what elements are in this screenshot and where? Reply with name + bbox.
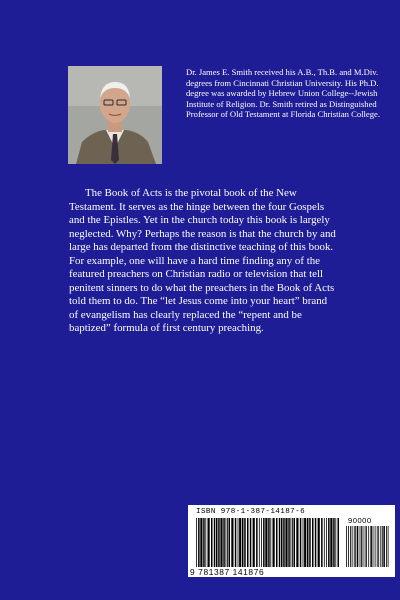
barcode-bar [338, 518, 340, 567]
barcode-bar [383, 526, 385, 567]
addon-barcode-bars [346, 526, 390, 567]
author-portrait-image [68, 66, 162, 164]
barcode-bar [388, 526, 389, 567]
barcode-bar [296, 518, 298, 567]
barcode-bar [220, 518, 222, 567]
barcode-bar [375, 526, 376, 567]
barcode-bar [307, 518, 309, 567]
barcode-bar [208, 518, 210, 567]
barcode-bar [352, 526, 353, 567]
barcode-bar [198, 518, 200, 567]
barcode-bar [270, 518, 271, 567]
barcode-bar [265, 518, 267, 567]
barcode-bar [250, 518, 252, 567]
barcode-bar [315, 518, 317, 567]
barcode-bar [304, 518, 306, 567]
author-photo [68, 66, 162, 164]
barcode-bar [229, 518, 231, 567]
barcode-bar [330, 518, 332, 567]
barcode-bar [261, 518, 262, 567]
barcode-bar [321, 518, 323, 567]
barcode-bar [281, 518, 283, 567]
barcode-bar [211, 518, 213, 567]
barcode-bar [368, 526, 369, 567]
barcode-bar [335, 518, 336, 567]
barcode-bar [203, 518, 205, 567]
barcode-bar [231, 518, 233, 567]
barcode-bar [365, 526, 366, 567]
barcode-bar [291, 518, 292, 567]
barcode-bar [268, 518, 270, 567]
barcode-bar [318, 518, 320, 567]
barcode-bar [354, 526, 355, 567]
barcode-bar [360, 526, 361, 567]
barcode-bar [363, 526, 364, 567]
barcode-bar [324, 518, 325, 567]
barcode-bar [294, 518, 296, 567]
barcode-bar [247, 518, 249, 567]
barcode-bar [223, 518, 225, 567]
barcode-bar [370, 526, 372, 567]
barcode-bar [292, 518, 293, 567]
barcode-bar [373, 526, 374, 567]
barcode-bar [244, 518, 246, 567]
barcode-bar [276, 518, 278, 567]
barcode-bar [348, 526, 349, 567]
barcode-bar [350, 526, 351, 567]
barcode-bar [238, 518, 239, 567]
barcode-bar [357, 526, 359, 567]
book-description: The Book of Acts is the pivotal book of the New Testament. It serves as the hinge between the four Gospels and the Epistles. Yet in the church today this book is largely neglected. Why? Perhaps the reason is that the church by and large has departed from the distinctive teaching of this book. For example, one will have a hard time finding any of the featured preachers on Christian radio or television that tell penitent sinners to do what the preachers in the Book of Acts told them to do. The “let Jesus come into your heart” brand of evangelism has clearly replaced the “repent and be baptized” formula of first century preaching. [69, 187, 336, 334]
ean-digits: 9 781387 141876 [190, 567, 265, 577]
barcode-bar [309, 518, 311, 567]
barcode-bar [216, 518, 218, 567]
barcode-bar [285, 518, 287, 567]
barcode-bar [200, 518, 202, 567]
barcode-bar [196, 518, 197, 567]
barcode-bar [242, 518, 244, 567]
barcode-bar [355, 526, 356, 567]
price-code: 90000 [348, 516, 372, 525]
ean-barcode-bars [196, 518, 339, 567]
barcode-bar [259, 518, 260, 567]
barcode-bar [235, 518, 237, 567]
barcode-bar [312, 518, 314, 567]
barcode-bar [346, 526, 347, 567]
barcode-bar [303, 518, 304, 567]
barcode-bar [218, 518, 220, 567]
barcode-bar [239, 518, 241, 567]
barcode-bar [256, 518, 258, 567]
barcode-bar [288, 518, 290, 567]
barcode-bar [263, 518, 265, 567]
barcode-bar [326, 518, 327, 567]
barcode-bar [253, 518, 255, 567]
isbn-label: ISBN 978-1-387-14187-6 [196, 508, 306, 516]
barcode-bar [361, 526, 362, 567]
barcode-bar [205, 518, 206, 567]
author-bio: Dr. James E. Smith received his A.B., Th.B. and M.Div. degrees from Cincinnati Christian University. His Ph.D. degree was awarded by Hebrew Union College--Jewish Institute of Religion. Dr. Smith retired as Distinguished Professor of Old Testament at Florida Christian College. [186, 67, 381, 120]
barcode-bar [382, 526, 383, 567]
barcode-bar [386, 526, 387, 567]
barcode-bar [300, 518, 302, 567]
barcode-bar [283, 518, 285, 567]
barcode-bar [377, 526, 378, 567]
barcode-bar [328, 518, 330, 567]
barcode-bar [378, 526, 379, 567]
barcode-bar [366, 526, 367, 567]
barcode-bar [333, 518, 335, 567]
barcode-bar [226, 518, 227, 567]
barcode-bar [380, 526, 381, 567]
barcode-bar [273, 518, 275, 567]
barcode-bar [214, 518, 216, 567]
barcode-bar [279, 518, 281, 567]
isbn-barcode [188, 505, 395, 577]
barcode-bar [227, 518, 228, 567]
